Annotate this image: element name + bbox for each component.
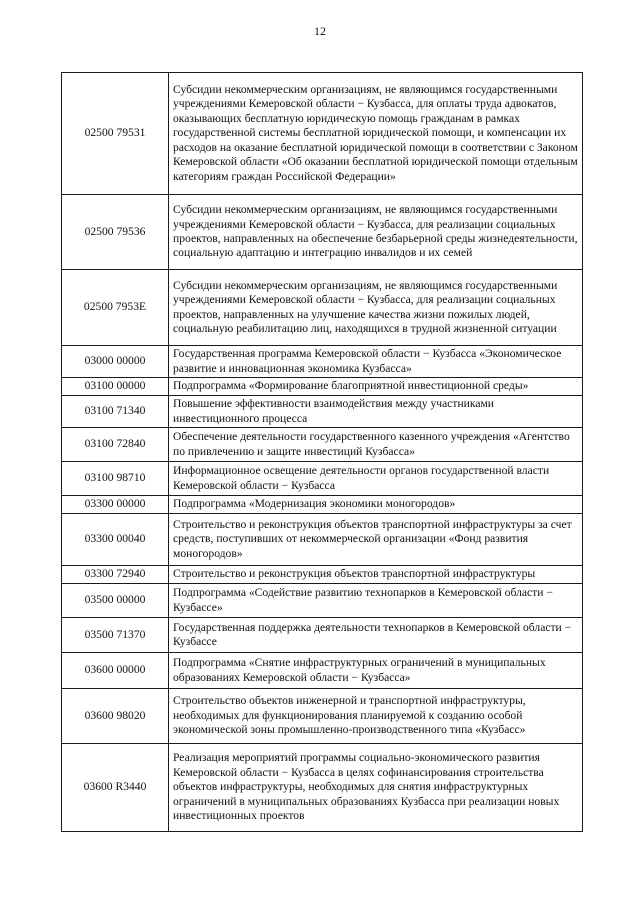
table-row — [62, 270, 583, 346]
row-code: 03300 00040 — [62, 514, 169, 566]
row-code: 03100 98710 — [62, 462, 169, 496]
row-code: 03600 00000 — [62, 653, 169, 689]
row-description: Строительство объектов инженерной и транспортной инфраструктуры, необходимых для функционирования планируемой к созданию особой экономической зоны промышленно-производственного типа «Кузбасс» — [169, 689, 583, 744]
table-row — [62, 689, 583, 744]
row-code: 03100 72840 — [62, 428, 169, 462]
budget-classification-table — [61, 72, 583, 832]
row-code: 03300 72940 — [62, 566, 169, 584]
table-row — [62, 346, 583, 378]
table-row — [62, 73, 583, 195]
row-description: Подпрограмма «Формирование благоприятной инвестиционной среды» — [169, 378, 583, 396]
row-code: 02500 7953E — [62, 270, 169, 346]
row-description: Строительство и реконструкция объектов транспортной инфраструктуры за счет средств, поступивших от некоммерческой организации «Фонд развития моногородов» — [169, 514, 583, 566]
row-code: 03600 98020 — [62, 689, 169, 744]
row-code: 03500 00000 — [62, 584, 169, 618]
table-row — [62, 428, 583, 462]
table-row — [62, 462, 583, 496]
table-row — [62, 396, 583, 428]
table-row — [62, 744, 583, 832]
row-code: 03100 00000 — [62, 378, 169, 396]
row-description: Подпрограмма «Снятие инфраструктурных ограничений в муниципальных образованиях Кемеровской области − Кузбасса» — [169, 653, 583, 689]
row-code: 03300 00000 — [62, 496, 169, 514]
row-description: Субсидии некоммерческим организациям, не являющимся государственными учреждениями Кемеровской области − Кузбасса, для реализации социальных проектов, направленных на улучшение качества жизни пожилых людей, социальную реабилитацию лиц, находящихся в трудной жизненной ситуации — [169, 270, 583, 346]
row-description: Строительство и реконструкция объектов транспортной инфраструктуры — [169, 566, 583, 584]
row-description: Реализация мероприятий программы социально-экономического развития Кемеровской области − Кузбасса в целях софинансирования строительства объектов инфраструктуры, необходимых для снятия инфраструктурных ограничений в муниципальных образованиях Кузбасса при реализации новых инвестиционных проектов — [169, 744, 583, 832]
table-row — [62, 653, 583, 689]
row-code: 02500 79536 — [62, 195, 169, 270]
row-description: Обеспечение деятельности государственного казенного учреждения «Агентство по привлечению и защите инвестиций Кузбасса» — [169, 428, 583, 462]
row-code: 03000 00000 — [62, 346, 169, 378]
table-row — [62, 195, 583, 270]
row-description: Субсидии некоммерческим организациям, не являющимся государственными учреждениями Кемеровской области − Кузбасса, для реализации социальных проектов, направленных на обеспечение безбарьерной среды жизнедеятельности, социальную адаптацию и интеграцию инвалидов и их семей — [169, 195, 583, 270]
row-description: Государственная программа Кемеровской области − Кузбасса «Экономическое развитие и инновационная экономика Кузбасса» — [169, 346, 583, 378]
table-row — [62, 378, 583, 396]
row-description: Подпрограмма «Модернизация экономики моногородов» — [169, 496, 583, 514]
row-description: Субсидии некоммерческим организациям, не являющимся государственными учреждениями Кемеровской области − Кузбасса, для оплаты труда адвокатов, оказывающих бесплатную юридическую помощь гражданам в рамках государственной системы бесплатной юридической помощи, и компенсации их расходов на оказание бесплатной юридической помощи в соответствии с Законом Кемеровской области «Об оказании бесплатной юридической помощи отдельным категориям граждан Российской Федерации» — [169, 73, 583, 195]
row-code: 03100 71340 — [62, 396, 169, 428]
row-description: Подпрограмма «Содействие развитию технопарков в Кемеровской области − Кузбассе» — [169, 584, 583, 618]
table-row — [62, 496, 583, 514]
row-code: 02500 79531 — [62, 73, 169, 195]
table-row — [62, 584, 583, 618]
row-code: 03600 R3440 — [62, 744, 169, 832]
page-number: 12 — [314, 24, 326, 38]
table-row — [62, 514, 583, 566]
table-row — [62, 618, 583, 653]
row-code: 03500 71370 — [62, 618, 169, 653]
row-description: Информационное освещение деятельности органов государственной власти Кемеровской области − Кузбасса — [169, 462, 583, 496]
table-row — [62, 566, 583, 584]
row-description: Повышение эффективности взаимодействия между участниками инвестиционного процесса — [169, 396, 583, 428]
row-description: Государственная поддержка деятельности технопарков в Кемеровской области − Кузбассе — [169, 618, 583, 653]
